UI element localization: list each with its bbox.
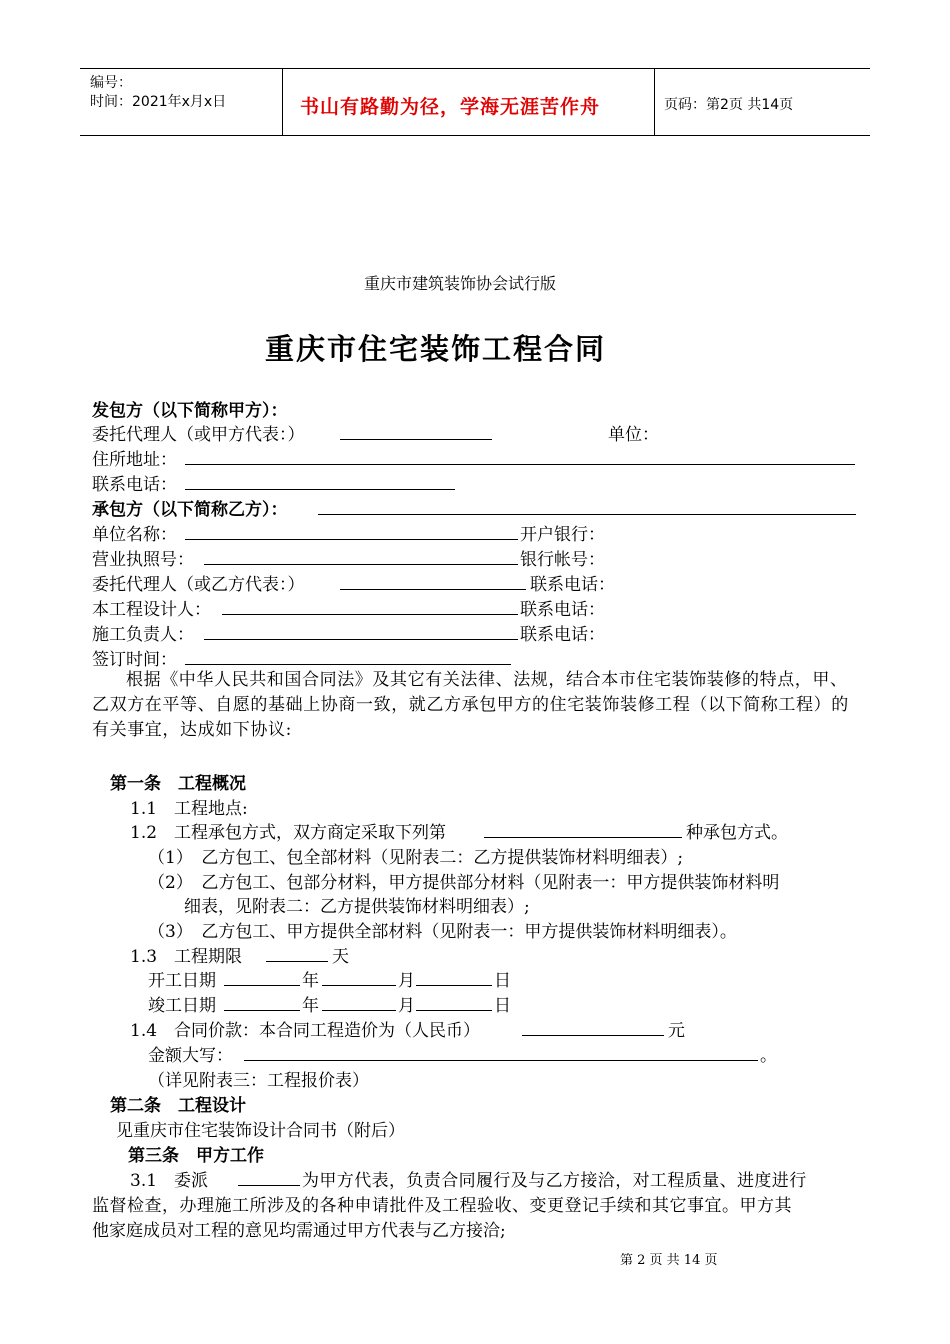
doc-publisher: 重庆市建筑装饰协会试行版: [364, 274, 557, 293]
amount-label: 金额大写：: [148, 1046, 233, 1066]
option-2-line1: （2） 乙方包工、包部分材料，甲方提供部分材料（见附表一：甲方提供装饰材料明: [148, 873, 780, 893]
party-a-address-field: [185, 464, 855, 465]
end-year-unit: 年: [302, 996, 319, 1016]
article-1-2-b: 种承包方式。: [686, 823, 788, 843]
amount-end: 。: [760, 1046, 777, 1066]
article-1-heading: 第一条 工程概况: [110, 774, 246, 794]
party-a-phone-field: [185, 489, 455, 490]
article-1-3-b: 天: [332, 947, 349, 967]
start-month-unit: 月: [398, 971, 415, 991]
party-b-account-label: 银行帐号：: [520, 550, 605, 570]
option-1: （1） 乙方包工、包全部材料（见附表二：乙方提供装饰材料明细表）;: [148, 848, 684, 868]
party-b-license-field: [204, 564, 518, 565]
header-motto: 书山有路勤为径，学海无涯苦作舟: [300, 96, 601, 118]
article-3-1-b: 为甲方代表，负责合同履行及与乙方接洽，对工程质量、进度进行: [302, 1171, 807, 1191]
end-year-field: [224, 1010, 300, 1011]
header-date: 时间：2021年x月x日: [90, 94, 227, 110]
doc-title: 重庆市住宅装饰工程合同: [265, 332, 607, 366]
start-year-field: [224, 985, 300, 986]
page-footer: 第 2 页 共 14 页: [620, 1253, 718, 1268]
party-a-address-label: 住所地址：: [92, 450, 177, 470]
option-3: （3） 乙方包工、甲方提供全部材料（见附表一：甲方提供装饰材料明细表）。: [148, 922, 737, 942]
party-b-manager-phone-label: 联系电话：: [520, 625, 605, 645]
header-divider-left: [282, 69, 283, 135]
price-detail-note: （详见附表三：工程报价表）: [148, 1071, 369, 1091]
header-top-rule: [80, 68, 870, 69]
party-b-agent-field: [340, 589, 526, 590]
end-day-unit: 日: [494, 996, 511, 1016]
party-b-bank-label: 开户银行：: [520, 525, 605, 545]
sign-time-label: 签订时间：: [92, 650, 177, 670]
party-a-agent-label: 委托代理人（或甲方代表：）: [92, 425, 305, 445]
article-2-heading: 第二条 工程设计: [110, 1096, 246, 1116]
party-a-unit-label: 单位：: [608, 425, 659, 445]
party-b-heading: 承包方（以下简称乙方）：: [92, 500, 288, 520]
party-b-manager-label: 施工负责人：: [92, 625, 194, 645]
article-3-1-a: 3.1 委派: [130, 1171, 209, 1191]
article-1-4-b: 元: [668, 1021, 685, 1041]
start-day-unit: 日: [494, 971, 511, 991]
party-b-designer-label: 本工程设计人：: [92, 600, 211, 620]
article-1-4-a: 1.4 合同价款：本合同工程造价为（人民币）: [130, 1021, 481, 1041]
party-a-agent-field: [340, 439, 492, 440]
party-b-license-label: 营业执照号：: [92, 550, 194, 570]
party-b-agent-label: 委托代理人（或乙方代表：）: [92, 575, 305, 595]
header-bottom-rule: [80, 135, 870, 136]
header-number: 编号：: [90, 75, 132, 91]
end-month-unit: 月: [398, 996, 415, 1016]
intro-paragraph: 根据《中华人民共和国合同法》及其它有关法律、法规，结合本市住宅装饰装修的特点，甲、乙双方在平等、自愿的基础上协商一致，就乙方承包甲方的住宅装饰装修工程（以下简称工程）的有关事宜，达成如下协议:: [92, 670, 849, 740]
party-b-designer-phone-label: 联系电话：: [520, 600, 605, 620]
party-b-unit-field: [185, 539, 518, 540]
period-field: [266, 961, 328, 962]
party-a-heading: 发包方（以下简称甲方）：: [92, 401, 288, 421]
party-b-unit-label: 单位名称：: [92, 525, 177, 545]
start-year-unit: 年: [302, 971, 319, 991]
start-day-field: [416, 985, 492, 986]
option-2-line2: 细表，见附表二：乙方提供装饰材料明细表）;: [184, 897, 530, 917]
article-3-heading: 第三条 甲方工作: [128, 1146, 264, 1166]
party-b-agent-phone-label: 联系电话：: [530, 575, 615, 595]
amount-field: [244, 1060, 758, 1061]
end-month-field: [322, 1010, 396, 1011]
article-1-2-field: [484, 837, 682, 838]
party-b-heading-field: [318, 514, 856, 515]
header-page: 页码：第2页 共14页: [664, 97, 794, 113]
price-field: [522, 1035, 664, 1036]
end-day-field: [416, 1010, 492, 1011]
end-date-label: 竣工日期: [148, 996, 216, 1016]
party-a-phone-label: 联系电话：: [92, 475, 177, 495]
article-1-1: 1.1 工程地点:: [130, 799, 248, 819]
article-3-1-d: 他家庭成员对工程的意见均需通过甲方代表与乙方接洽;: [92, 1221, 506, 1241]
article-2-text: 见重庆市住宅装饰设计合同书（附后）: [116, 1121, 405, 1141]
article-3-1-c: 监督检查，办理施工所涉及的各种申请批件及工程验收、变更登记手续和其它事宜。甲方其: [92, 1196, 792, 1216]
party-b-manager-field: [204, 639, 518, 640]
header-divider-right: [654, 69, 655, 135]
article-1-3-a: 1.3 工程期限: [130, 947, 243, 967]
start-date-label: 开工日期: [148, 971, 216, 991]
sign-time-field: [185, 664, 511, 665]
article-1-2-a: 1.2 工程承包方式，双方商定采取下列第: [130, 823, 447, 843]
representative-field: [238, 1185, 300, 1186]
start-month-field: [322, 985, 396, 986]
party-b-designer-field: [222, 614, 518, 615]
